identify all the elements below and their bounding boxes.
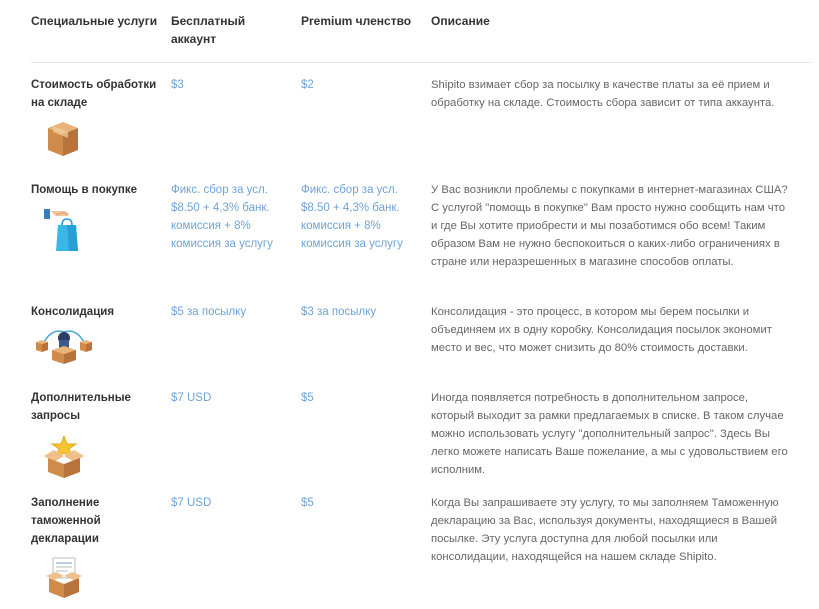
service-description: Консолидация - это процесс, в котором мы берем посылки и объединяем их в одну коробку. Консолидация посылок экономит место и вес, что может снизить до 80% стоимость доставки. — [431, 306, 772, 354]
premium-price: $5 — [301, 497, 314, 509]
premium-price: $5 — [301, 392, 314, 404]
header-premium: Premium членство — [301, 14, 412, 28]
service-name: Помощь в покупке — [31, 184, 137, 196]
header-free-account: Бесплатный аккаунт — [171, 14, 246, 46]
service-name: Консолидация — [31, 306, 115, 318]
service-name: Дополнительные запросы — [31, 392, 131, 422]
premium-price: $3 за посылку — [301, 306, 377, 318]
premium-price: $2 — [301, 79, 314, 91]
free-price: $7 USD — [171, 392, 212, 404]
header-divider — [31, 62, 811, 63]
hand-shopping-bag-icon — [42, 205, 82, 253]
free-price: $5 за посылку — [171, 306, 247, 318]
consolidation-boxes-icon — [32, 326, 96, 366]
free-price: $7 USD — [171, 497, 212, 509]
star-box-icon — [40, 434, 88, 480]
service-name: Стоимость обработки на складе — [31, 79, 157, 109]
free-price: Фикс. сбор за усл. $8.50 + 4,3% банк. комиссия + 8% комиссия за услугу — [171, 184, 273, 250]
service-description: Когда Вы запрашиваете эту услугу, то мы заполняем Таможенную декларацию за Вас, используя документы, находящиеся в Вашей посылке. Эту услуга доступна для любой посылки или консолидации, находящейся на нашем складе Shipito. — [431, 497, 779, 563]
free-price: $3 — [171, 79, 184, 91]
header-services: Специальные услуги — [31, 14, 158, 28]
service-name: Заполнение таможенной декларации — [31, 497, 101, 545]
service-description: У Вас возникли проблемы с покупками в интернет-магазинах США? С услугой "помощь в покупке" Вам просто нужно сообщить нам что и где Вы хотите приобрести и мы позаботимся обо всем! Таким образом Вам не нужно беспокоиться о каких-либо ограничениях в стране или неразрешенных в магазине способов оплаты. — [431, 184, 788, 268]
service-description: Иногда появляется потребность в дополнительном запросе, который выходит за рамки предлагаемых в списке. В таком случае можно использовать услугу "дополнительный запрос". Здесь Вы легко можете написать Ваше пожелание, а мы с удовольствием его исполним. — [431, 392, 788, 476]
header-description: Описание — [431, 14, 490, 28]
service-description: Shipito взимает сбор за посылку в качестве платы за её прием и обработку на складе. Стоимость сбора зависит от типа аккаунта. — [431, 79, 775, 109]
premium-price: Фикс. сбор за усл. $8.50 + 4,3% банк. комиссия + 8% комиссия за услугу — [301, 184, 403, 250]
box-icon — [44, 118, 82, 160]
document-box-icon — [44, 556, 84, 600]
